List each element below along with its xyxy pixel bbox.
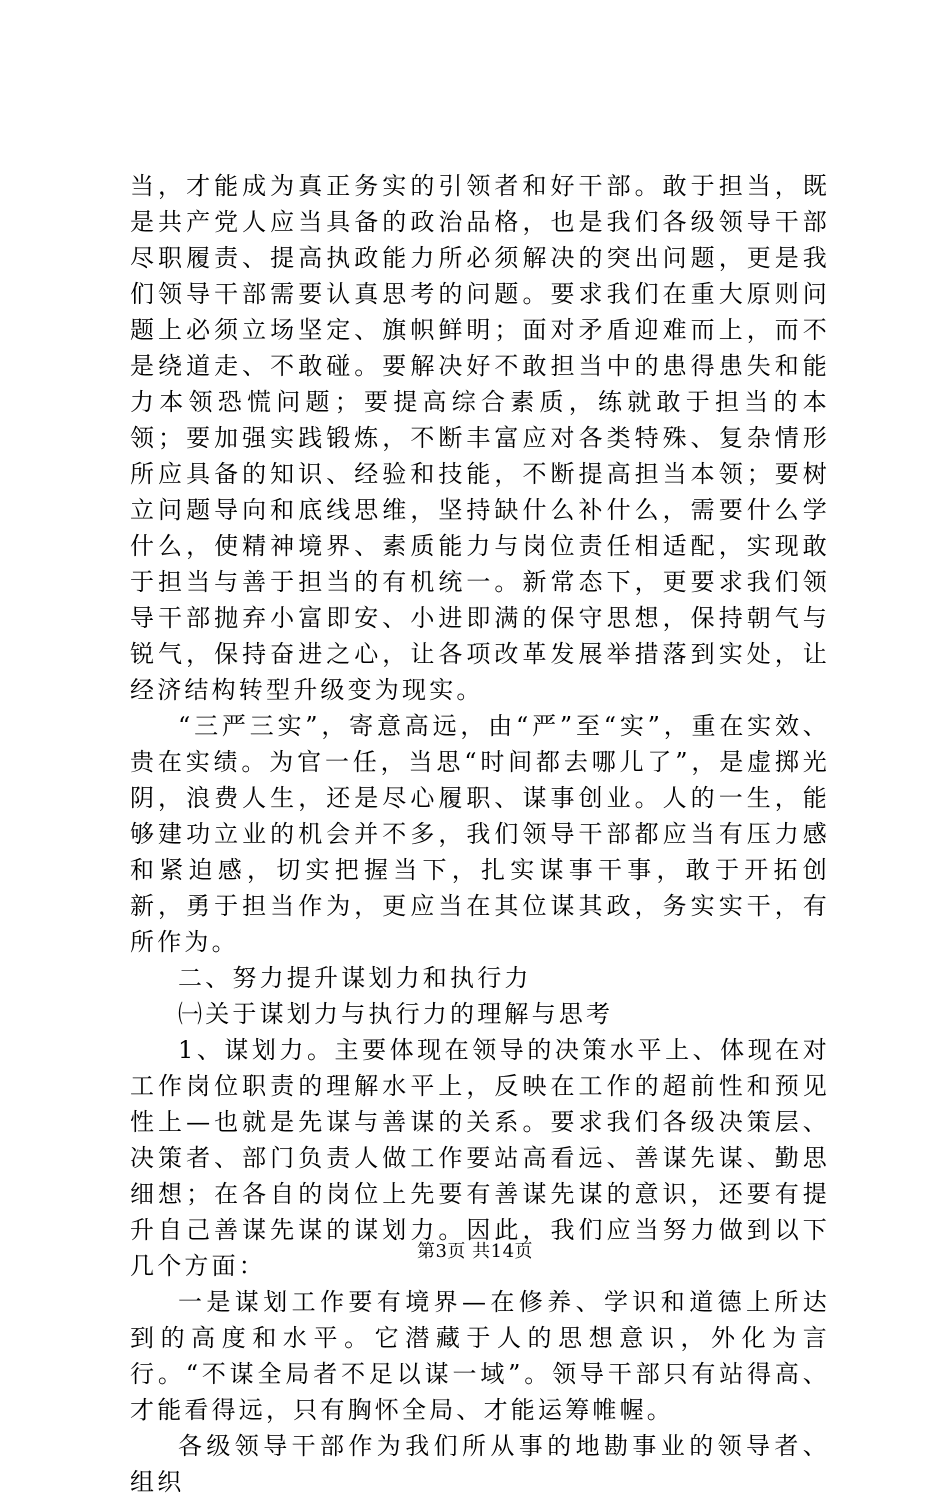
page-footer <box>0 1240 950 1264</box>
subsection-heading: ㈠关于谋划力与执行力的理解与思考 <box>178 1000 614 1028</box>
body-paragraph: 1、谋划力。主要体现在领导的决策水平上、体现在对工作岗位职责的理解水平上，反映在工作的超前性和预见性上—也就是先谋与善谋的关系。要求我们各级决策层、决策者、部门负责人做工作要站高看远、善谋先谋、勤思细想；在各自的岗位上先要有善谋先谋的意识，还要有提升自己善谋先谋的谋划力。因此，我们应当努力做到以下几个方面： <box>130 1036 830 1280</box>
body-paragraph: 当，才能成为真正务实的引领者和好干部。敢于担当，既是共产党人应当具备的政治品格，也是我们各级领导干部尽职履责、提高执政能力所必须解决的突出问题，更是我们领导干部需要认真思考的问题。要求我们在重大原则问题上必须立场坚定、旗帜鲜明；面对矛盾迎难而上，而不是绕道走、不敢碰。要解决好不敢担当中的患得患失和能力本领恐慌问题；要提高综合素质，练就敢于担当的本领；要加强实践锻炼，不断丰富应对各类特殊、复杂情形所应具备的知识、经验和技能，不断提高担当本领；要树立问题导向和底线思维，坚持缺什么补什么，需要什么学什么，使精神境界、素质能力与岗位责任相适配，实现敢于担当与善于担当的有机统一。新常态下，更要求我们领导干部抛弃小富即安、小进即满的保守思想，保持朝气与锐气，保持奋进之心，让各项改革发展举措落到实处，让经济结构转型升级变为现实。 <box>130 172 830 704</box>
body-paragraph: “三严三实”，寄意高远，由“严”至“实”，重在实效、贵在实绩。为官一任，当思“时间都去哪儿了”，是虚掷光阴，浪费人生，还是尽心履职、谋事创业。人的一生，能够建功立业的机会并不多，我们领导干部都应当有压力感和紧迫感，切实把握当下，扎实谋事干事，敢于开拓创新，勇于担当作为，更应当在其位谋其政，务实实干，有所作为。 <box>130 712 830 956</box>
section-heading: 二、努力提升谋划力和执行力 <box>178 964 532 992</box>
document-body <box>130 168 830 1500</box>
body-paragraph: 各级领导干部作为我们所从事的地勘事业的领导者、组织 <box>130 1432 830 1496</box>
body-paragraph: 一是谋划工作要有境界—在修养、学识和道德上所达到的高度和水平。它潜藏于人的思想意识，外化为言行。“不谋全局者不足以谋一域”。领导干部只有站得高、才能看得远，只有胸怀全局、才能运筹帷幄。 <box>130 1288 830 1424</box>
page-number-label: 第3页 共14页 <box>416 1241 534 1262</box>
